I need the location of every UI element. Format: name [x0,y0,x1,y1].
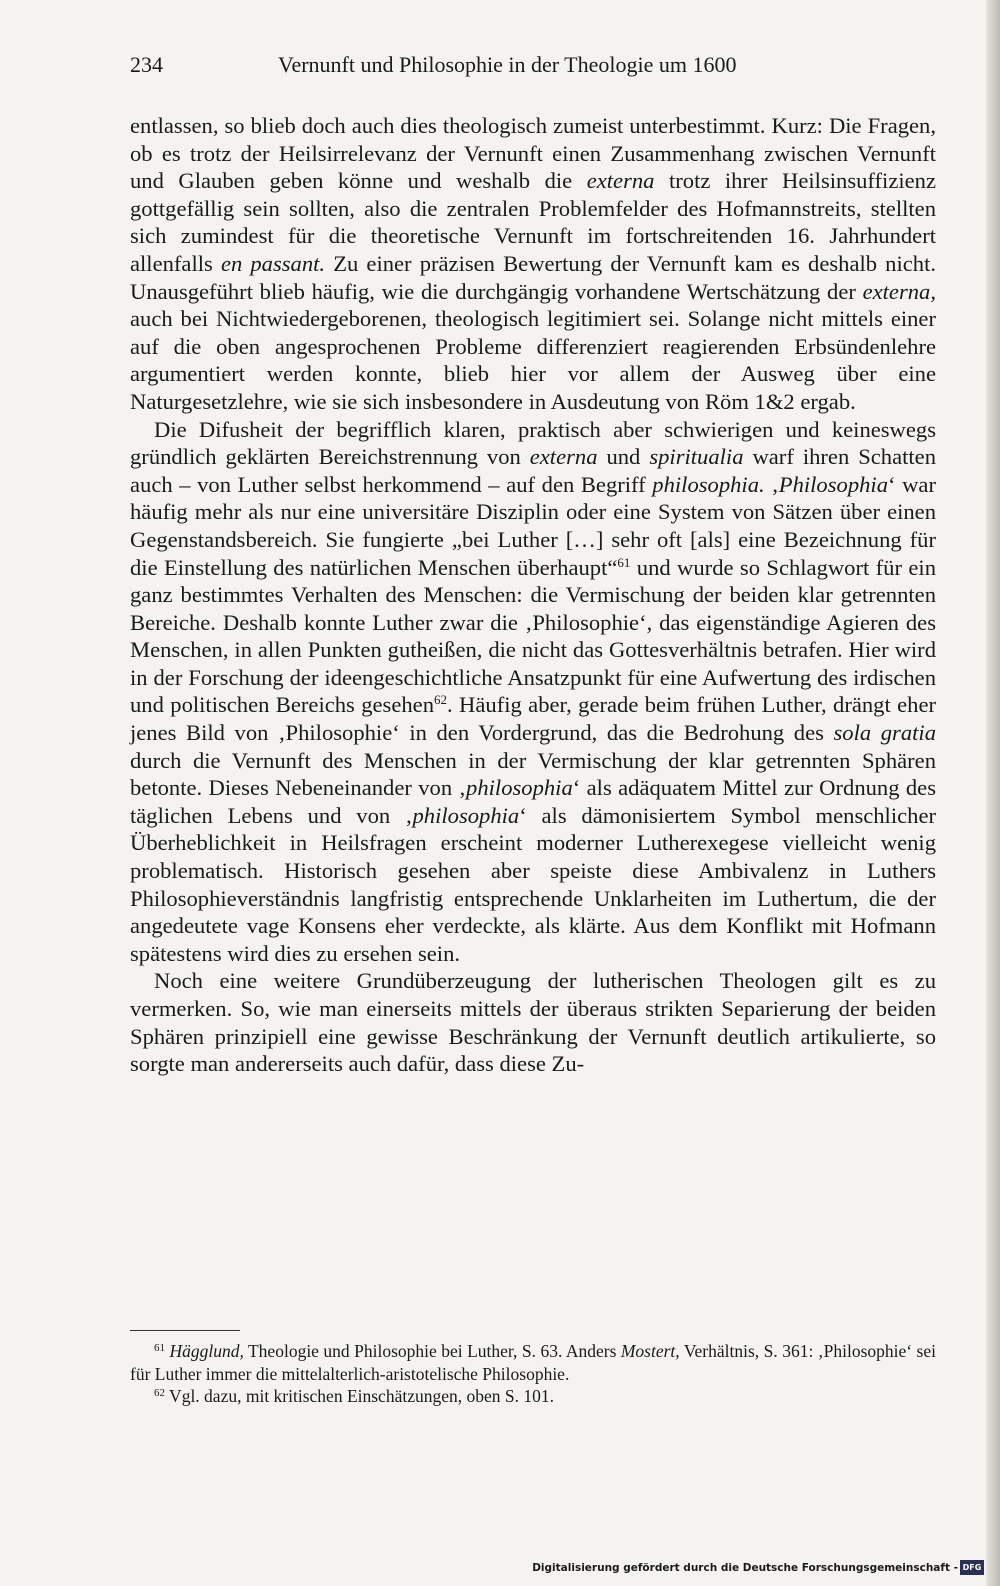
text-run: Theologie und Philosophie bei Luther, S. 63. Anders [243,1341,621,1361]
italic-term: spiritualia [649,444,744,470]
footnote-ref: 62 [434,692,448,708]
italic-term: sola gratia [833,720,936,746]
italic-term: philosophia. [652,471,765,497]
page-edge-shadow [986,0,1000,1586]
footnote-ref: 61 [154,1342,165,1354]
text-run: ‘ war häufig mehr als nur eine universitäre Disziplin oder eine System von Sätzen über einen Gegenstandsbereich. Sie fungierte „bei Luther […] sehr oft [als] eine Bezeichnung für die Einstellung des natürlichen Menschen überhaupt“ [130,471,936,580]
text-run: und wurde so Schlagwort für ein ganz bestimmtes Verhalten des Menschen: die Vermischung der beiden klar getrennten Bereiche. Deshalb konnte Luther zwar die ‚Philosophie‘, das eigenständige Agieren des Menschen, in allen Punkten gutheißen, die nicht das Gottesverhältnis betrafen. Hier wird in der Forschung der ideengeschichtliche Ansatzpunkt für eine Aufwertung des irdischen und politischen Bereichs gesehen [130,554,936,718]
page-number: 234 [130,52,163,77]
italic-term: philosophia [412,802,520,828]
text-run: Zu einer präzisen Bewertung der Vernunft kam es deshalb nicht. Unausgeführt blieb häufig, wie die durchgängig vorhandene Wertschätzung der [130,250,937,304]
italic-term: externa, [862,278,936,304]
italic-term: Hägglund, [169,1341,244,1361]
text-run: ‘ als adäquatem Mittel zur Ordnung des täglichen Lebens und von ‚ [130,775,936,828]
italic-term: en passant. [220,250,326,276]
paragraph-1 [130,112,936,416]
text-run: Vgl. dazu, mit kritischen Einschätzungen, oben S. 101. [165,1386,554,1406]
paragraph-3 [130,967,936,1077]
italic-term: externa [586,168,655,194]
text-run: ‘ als dämonisiertem Symbol menschlicher Überheblichkeit in Heilsfragen erscheint moderner Lutherexegese vielleicht wenig problematisch. Historisch gesehen aber speiste diese Ambivalenz in Luthers Philosophieverständnis langfristig entsprechende Unklarheiten im Luthertum, die der angedeutete vage Konsens eher verdeckte, als klärte. Aus dem Konflikt mit Hofmann spätestens wird dies zu ersehen sein. [130,802,936,966]
text-run: warf ihren Schatten auch – von Luther selbst herkommend – auf den Begriff [130,444,937,497]
footnote-rule [130,1330,240,1331]
text-run: trotz ihrer Heilsinsuffizienz gottgefällig sein sollten, also die zentralen Problemfelder des Hofmannstreits, stellten sich zumindest für die theoretische Vernunft im fortschreitenden 16. Jahrhundert allenfalls [130,168,936,276]
footnote-ref: 62 [154,1387,165,1399]
text-run: . Häufig aber, gerade beim frühen Luther, drängt eher jenes Bild von ‚Philosophie‘ in den Vordergrund, das die Bedrohung des [130,692,937,746]
footnote-62 [130,1385,936,1408]
text-run: ‚ [764,471,779,497]
italic-term: philosophia [466,775,573,801]
text-run: durch die Vernunft des Menschen in der Vermischung der klar getrennten Sphären betonte. Dieses Nebeneinander von ‚ [130,747,936,801]
text-run: Noch eine weitere Grundüberzeugung der lutherischen Theologen gilt es zu vermerken. So, wie man einerseits mittels der überaus strikten Separierung der beiden Sphären prinzipiell eine gewisse Beschränkung der Vernunft deutlich artikulierte, so sorgte man andererseits auch dafür, dass diese Zu- [130,968,936,1077]
footnote-ref: 61 [617,554,631,570]
italic-term: externa [529,444,598,470]
italic-term: Mostert, [620,1341,680,1361]
running-title: Vernunft und Philosophie in der Theologie um 1600 [278,52,737,77]
footnote-61 [130,1340,936,1385]
text-run: Die Difusheit der begrifflich klaren, praktisch aber schwierigen und keineswegs gründlich geklärten Bereichstrennung von [130,416,936,470]
footnotes [130,1340,936,1408]
text-run: auch bei Nichtwiedergeborenen, theologisch legitimiert sei. Solange nicht mittels einer auf die oben angesprochenen Probleme differenziert reagierenden Erbsündenlehre argumentiert werden konnte, blieb hier vor allem der Ausweg über eine Naturgesetzlehre, wie sie sich insbesondere in Ausdeutung von Röm 1&2 ergab. [130,306,936,414]
body-text [130,112,936,1078]
paragraph-2 [130,416,936,968]
text-run: Verhältnis, S. 361: ‚Philosophie‘ sei für Luther immer die mittelalterlich-aristotelische Philosophie. [130,1341,936,1384]
dfg-logo: DFG [960,1560,984,1575]
italic-term: Philosophia [778,471,888,497]
digitization-credit: Digitalisierung gefördert durch die Deutsche Forschungsgemeinschaft - [532,1562,958,1574]
text-run: und [597,444,650,470]
text-run: entlassen, so blieb doch auch dies theologisch zumeist unterbestimmt. Kurz: Die Fragen, ob es trotz der Heilsirrelevanz der Vernunft einen Zusammenhang zwischen Vernunft und Glauben geben könne und weshalb die [130,113,936,194]
